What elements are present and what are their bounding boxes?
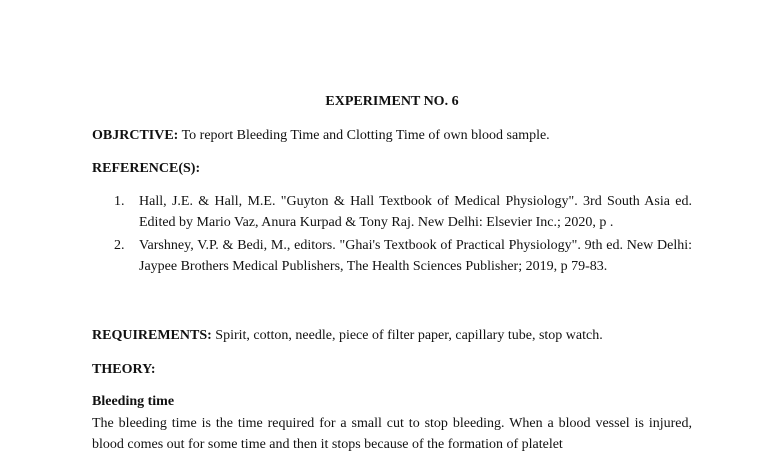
reference-number: 2. (114, 238, 125, 253)
objective-text: To report Bleeding Time and Clotting Time of own blood sample. (181, 128, 550, 143)
bleeding-time-heading: Bleeding time (92, 394, 175, 409)
reference-text: Hall, J.E. & Hall, M.E. "Guyton & Hall Textbook of Medical Physiology". 3rd South Asia ed. Edited by Mario Vaz, Anura Kurpad & Tony Raj. New Delhi: Elsevier Inc.; 2020, p . (139, 194, 692, 230)
reference-item (92, 235, 692, 277)
bleeding-time-paragraph: The bleeding time is the time required for a small cut to stop bleeding. When a blood vessel is injured, blood comes out for some time and then it stops because of the formation of platelet (92, 416, 692, 452)
objective-label: OBJRCTIVE: (92, 128, 179, 143)
references-heading (92, 160, 200, 178)
references-list (92, 191, 692, 279)
theory-heading-label: THEORY: (92, 362, 156, 377)
reference-text: Varshney, V.P. & Bedi, M., editors. "Ghai's Textbook of Practical Physiology". 9th ed. New Delhi: Jaypee Brothers Medical Publishers, The Health Sciences Publisher; 2019, p 79-83. (139, 238, 692, 274)
experiment-title: EXPERIMENT NO. 6 (325, 94, 459, 109)
theory-heading (92, 361, 156, 379)
requirements-text: Spirit, cotton, needle, piece of filter paper, capillary tube, stop watch. (215, 328, 603, 343)
requirements-label: REQUIREMENTS: (92, 328, 212, 343)
reference-item (92, 191, 692, 233)
objective-line (92, 127, 550, 145)
requirements-line (92, 327, 603, 345)
references-heading-label: REFERENCE(S): (92, 161, 201, 176)
reference-number: 1. (114, 194, 125, 209)
